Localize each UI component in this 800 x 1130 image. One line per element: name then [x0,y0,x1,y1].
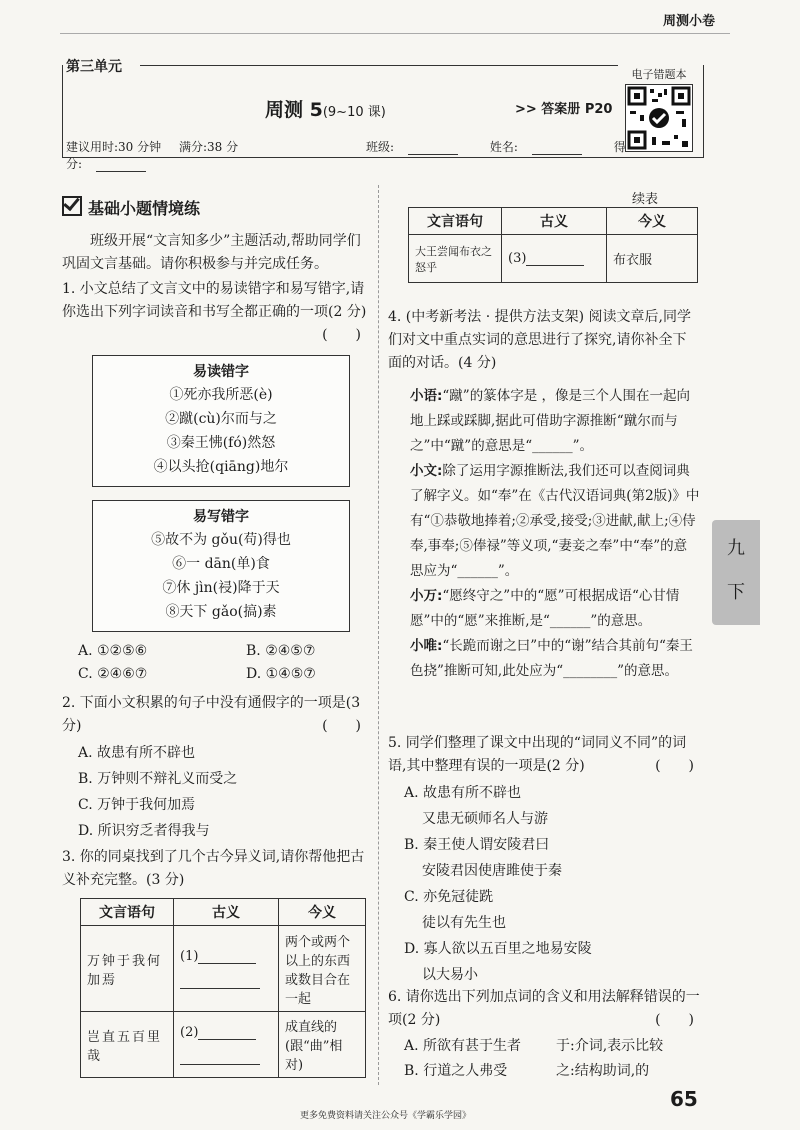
q5-option-line: D. 寡人欲以五百里之地易安陵 [404,941,592,957]
grade-tab-line1: 九 [727,538,745,559]
easy-miswrite-box [92,500,350,632]
box2-item: ⑥一 dān(单)食 [172,556,270,572]
q2-stem: 2. 下面小文积累的句子中没有通假字的一项是(3 分) [62,695,361,734]
cont-header: 古义 [502,208,607,235]
question-5 [388,732,700,988]
name-field[interactable] [490,140,596,154]
cont-header: 文言语句 [409,208,502,235]
q3-header: 今义 [279,899,366,926]
cont-modern: 布衣服 [607,235,698,283]
q1-answer-paren[interactable]: ( ) [322,327,361,343]
box2-item: ⑤故不为 gǒu(苟)得也 [151,532,291,548]
q4-dialog [410,384,700,684]
q2-option-c[interactable]: C. 万钟于我何加焉 [78,797,196,813]
q3-table [80,898,366,1078]
dialog-speaker: 小万: [410,588,443,604]
class-label: 班级: [365,140,394,154]
q5-option-b[interactable] [404,832,700,884]
q6-option-text: A. 所欲有甚于生者 [404,1038,522,1054]
q5-answer-paren[interactable]: ( ) [655,758,694,774]
dialog-speaker: 小唯: [410,638,443,654]
q6-answer-paren[interactable]: ( ) [655,1012,694,1028]
q3-sentence: 岂直五百里哉 [81,1012,174,1078]
q2-option-b[interactable]: B. 万钟则不辩礼义而受之 [78,771,238,787]
q3-blank-label: (1) [180,948,199,964]
page-title [265,95,386,122]
q6-option-text: B. 行道之人弗受 [404,1063,508,1079]
dialog-text: 除了运用字源推断法,我们还可以查阅词典了解字义。如“奉”在《古代汉语词典(第2版)》中有“①恭敬地捧着;②承受,接受;③进献,献上;④侍奉,事奉;⑤俸禄”等义项,“妻妾之奉”中“奉”的意思应为“______”。 [410,463,700,579]
title-sub: (9~10 课) [322,105,386,120]
continued-label: 续表 [632,192,659,207]
question-4: 4. (中考新考法 · 提供方法支架) 阅读文章后,同学们对文中重点实词的意思进行了探究,请你补全下面的对话。(4 分) [388,309,691,371]
q6-option-b[interactable] [404,1059,700,1084]
name-blank[interactable] [532,142,582,155]
q5-option-line: 又患无硕师名人与游 [422,811,548,827]
page-number: 65 [670,1087,698,1111]
q6-option-note: 于:介词,表示比较 [556,1038,664,1054]
q1-options [78,640,368,686]
box2-item: ⑦休 jìn(祲)降于天 [162,580,280,596]
q3-blank-label: (2) [180,1024,199,1040]
q3-blank-line[interactable] [198,1027,256,1040]
section-title: 基础小题情境练 [88,199,201,218]
suggest-time: 建议用时:30 分钟 [66,140,162,154]
cont-blank-cell[interactable] [502,235,607,283]
q1-option-d[interactable]: D. ①④⑤⑦ [246,666,316,682]
column-divider [378,185,379,1085]
footer-note: 更多免费资料请关注公众号《学霸乐学园》 [300,1111,472,1121]
q3-blank-line[interactable] [180,976,260,989]
name-label: 姓名: [489,140,518,154]
question-6 [388,986,700,1084]
cont-blank-label: (3) [508,251,527,266]
q2-answer-paren[interactable]: ( ) [322,718,361,734]
q3-blank-line[interactable] [180,1052,260,1065]
intro-paragraph: 班级开展“文言知多少”主题活动,帮助同学们巩固文言基础。请你积极参与并完成任务。 [62,233,361,272]
q6-option-a[interactable] [404,1034,700,1059]
unit-title: 第三单元 [66,56,128,76]
q3-blank-cell[interactable] [174,926,279,1012]
top-label: 周测小卷 [662,14,715,29]
box1-item: ③秦王怫(fó)然怒 [166,435,276,451]
q5-option-line: A. 故患有所不辟也 [404,785,522,801]
table-row [81,926,366,1012]
top-divider [60,33,730,34]
continued-table [408,207,698,283]
q1-option-a[interactable]: A. ①②⑤⑥ [78,643,148,659]
q3-modern: 两个或两个以上的东西或数目合在一起 [279,926,366,1012]
q5-option-c[interactable] [404,884,700,936]
q5-option-line: B. 秦王使人谓安陵君曰 [404,837,550,853]
qr-block[interactable] [622,66,696,154]
box1-item: ②蹴(cù)尔而与之 [165,411,277,427]
score-blank[interactable] [96,159,146,172]
section-heading [62,196,200,219]
checkbox-icon [62,196,82,216]
q3-sentence: 万钟于我何加焉 [81,926,174,1012]
dialog-text: “长跪而谢之曰”中的“谢”结合其前句“秦王色挠”推断可知,此处应为“________”的意思。 [410,638,693,679]
cont-sentence: 大王尝闻布衣之怒乎 [409,235,502,283]
question-3: 3. 你的同桌找到了几个古今异义词,请你帮他把古义补充完整。(3 分) [62,849,365,888]
dialog-text: “蹴”的篆体字是 ，像是三个人围在一起向地上踩或踩脚,据此可借助字源推断“蹴尔而与之”中“蹴”的意思是“______”。 [410,388,691,454]
table-row [409,235,698,283]
q6-option-note: 之:结构助词,的 [556,1063,650,1079]
q3-header: 古义 [174,899,279,926]
q5-option-line: 安陵君因使唐雎使于秦 [422,863,562,879]
q6-stem: 6. 请你选出下列加点词的含义和用法解释错误的一项(2 分) [388,989,700,1028]
dialog-text: “愿终守之”中的“愿”可根据成语“心甘情愿”中的“愿”来推断,是“______”的意思。 [410,588,680,629]
box2-title: 易写错字 [193,509,249,525]
question-2 [62,692,367,844]
question-1 [62,278,367,347]
score-label: 得分: [66,140,626,171]
easy-misread-box [92,355,350,487]
q5-stem: 5. 同学们整理了课文中出现的“词同义不同”的词语,其中整理有误的一项是(2 分) [388,735,687,774]
box1-item: ④以头抢(qiāng)地尔 [153,459,289,475]
class-field[interactable] [366,140,472,154]
q2-option-d[interactable]: D. 所识穷乏者得我与 [78,823,210,839]
info-line [66,138,626,172]
qr-code-icon[interactable] [625,84,693,152]
dialog-speaker: 小文: [410,463,443,479]
cont-blank-line[interactable] [526,253,584,266]
title-text: 周测 5 [265,99,323,121]
q2-option-a[interactable]: A. 故患有所不辟也 [78,745,196,761]
grade-tab-line2: 下 [727,582,745,603]
q5-option-line: 徒以有先生也 [422,915,506,931]
cont-header: 今义 [607,208,698,235]
q5-option-line: C. 亦免冠徒跣 [404,889,494,905]
q5-option-line: 以大易小 [422,967,478,983]
box2-item: ⑧天下 gǎo(搞)素 [165,604,277,620]
q1-option-b[interactable]: B. ②④⑤⑦ [246,643,316,659]
table-row [81,1012,366,1078]
box1-title: 易读错字 [193,364,249,380]
q3-blank-line[interactable] [198,951,256,964]
dialog-speaker: 小语: [410,388,443,404]
full-score: 满分:38 分 [178,140,239,154]
answer-reference: >> 答案册 P20 [515,102,613,117]
class-blank[interactable] [408,142,458,155]
grade-tab[interactable] [712,520,760,625]
qr-label: 电子错题本 [631,68,687,81]
box1-item: ①死亦我所恶(è) [169,387,273,403]
q3-header: 文言语句 [81,899,174,926]
q1-option-c[interactable]: C. ②④⑥⑦ [78,666,148,682]
q5-option-d[interactable] [404,936,700,988]
q3-blank-cell[interactable] [174,1012,279,1078]
header-box-top [140,65,618,66]
q5-option-a[interactable] [404,780,700,832]
q1-stem: 1. 小文总结了文言文中的易读错字和易写错字,请你选出下列字词读音和书写全都正确的一项(2 分) [62,281,367,320]
q3-modern: 成直线的(跟“曲”相对) [279,1012,366,1078]
